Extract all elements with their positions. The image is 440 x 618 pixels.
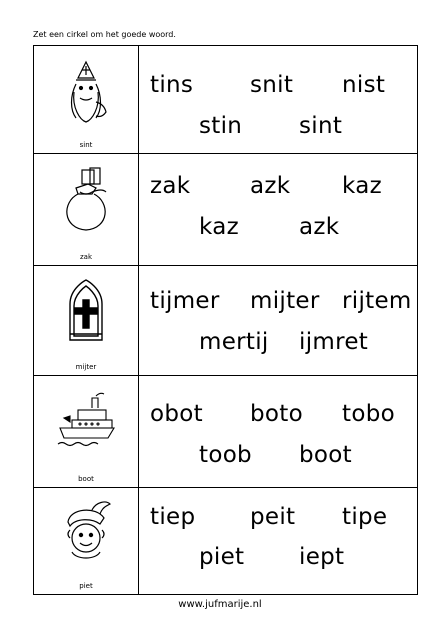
picture-cell (34, 488, 139, 594)
word-option[interactable]: obot (150, 401, 203, 427)
word-option[interactable]: kaz (342, 173, 382, 199)
word-option[interactable]: kaz (199, 214, 239, 240)
word-option[interactable]: tobo (342, 401, 395, 427)
word-option[interactable]: azk (250, 173, 291, 199)
picture-cell (34, 376, 139, 487)
picture-cell (34, 266, 139, 375)
word-option[interactable]: toob (199, 442, 252, 468)
footer-url: www.jufmarije.nl (178, 599, 262, 610)
word-option[interactable]: nist (342, 72, 386, 98)
piet-icon (56, 500, 116, 568)
word-table (33, 45, 418, 595)
picture-cell (34, 154, 139, 265)
picture-caption: piet (79, 582, 93, 590)
word-option[interactable]: zak (150, 173, 191, 199)
word-option[interactable]: rijtem (342, 288, 412, 314)
sinterklaas-icon (56, 58, 116, 126)
word-option[interactable]: mertij (199, 329, 269, 355)
word-option[interactable]: boot (299, 442, 352, 468)
picture-caption: sint (79, 141, 93, 149)
table-row (34, 46, 417, 154)
table-row (34, 488, 417, 594)
picture-cell (34, 46, 139, 153)
word-option[interactable]: snit (250, 72, 294, 98)
picture-caption: boot (78, 475, 94, 483)
word-option[interactable]: piet (199, 544, 245, 570)
word-option[interactable]: mijter (250, 288, 320, 314)
word-option[interactable]: tiep (150, 504, 196, 530)
table-row (34, 376, 417, 488)
word-option[interactable]: sint (299, 113, 343, 139)
word-option[interactable]: stin (199, 113, 243, 139)
picture-caption: zak (79, 253, 93, 261)
word-option[interactable]: tipe (342, 504, 388, 530)
sack-icon (56, 166, 116, 234)
word-option[interactable]: ijmret (299, 329, 369, 355)
steamboat-icon (56, 388, 116, 456)
word-option[interactable]: peit (250, 504, 296, 530)
word-option[interactable]: boto (250, 401, 303, 427)
word-option[interactable]: azk (299, 214, 340, 240)
word-option[interactable]: tijmer (150, 288, 220, 314)
instruction-text: Zet een cirkel om het goede woord. (33, 30, 176, 39)
picture-caption: mijter (75, 363, 97, 371)
table-row (34, 266, 417, 376)
table-row (34, 154, 417, 266)
mitre-icon (56, 278, 116, 346)
word-option[interactable]: tins (150, 72, 194, 98)
word-option[interactable]: iept (299, 544, 345, 570)
